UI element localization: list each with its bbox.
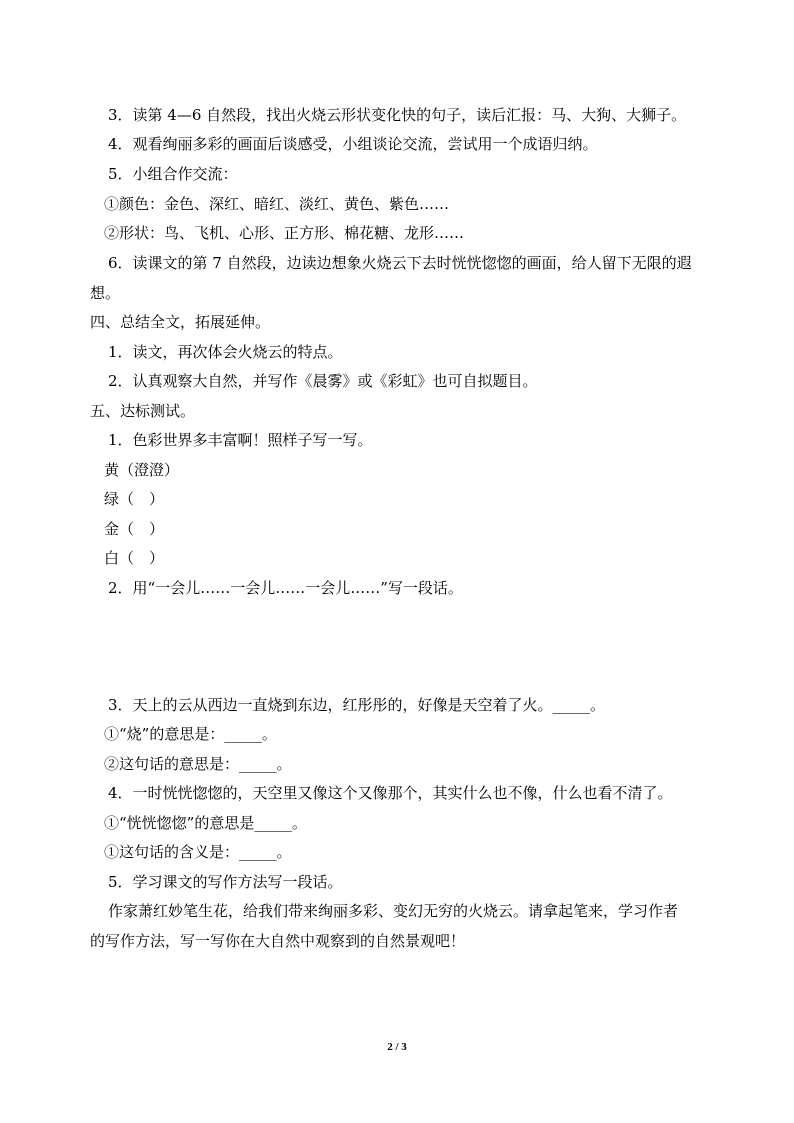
text-line: ①“烧”的意思是：_____。	[104, 725, 277, 743]
text-line: 黄（澄澄）	[104, 461, 180, 479]
text-line: ②这句话的意思是：_____。	[104, 755, 292, 773]
section-heading: 五、达标测试。	[90, 402, 196, 420]
text-line: 4．观看绚丽多彩的画面后谈感受，小组谈论交流，尝试用一个成语归纳。	[108, 135, 598, 153]
text-line: ①颜色：金色、深红、暗红、淡红、黄色、紫色……	[104, 195, 450, 213]
text-line: 2．用“一会儿……一会儿……一会儿……”写一段话。	[108, 579, 463, 597]
text-line: 绿（ ）	[104, 490, 165, 508]
text-line: 金（ ）	[104, 520, 165, 538]
text-line: ①这句话的含义是：_____。	[104, 843, 292, 861]
text-line: 想。	[90, 284, 121, 302]
text-line: 白（ ）	[104, 549, 165, 567]
text-line: 1．色彩世界多丰富啊！照样子写一写。	[108, 431, 373, 449]
text-line: 4．一时恍恍惚惚的，天空里又像这个又像那个，其实什么也不像，什么也看不清了。	[108, 784, 673, 802]
text-line: 作家萧红妙笔生花，给我们带来绚丽多彩、变幻无穷的火烧云。请拿起笔来，学习作者	[108, 902, 679, 920]
page-number: 2 / 3	[387, 1041, 407, 1053]
text-line: 5．小组合作交流：	[108, 165, 238, 183]
text-line: 5．学习课文的写作方法写一段话。	[108, 873, 343, 891]
section-heading: 四、总结全文，拓展延伸。	[90, 313, 271, 331]
text-line: 2．认真观察大自然，并写作《晨雾》或《彩虹》也可自拟题目。	[108, 372, 538, 390]
text-line: 6．读课文的第 7 自然段，边读边想象火烧云下去时恍恍惚惚的画面，给人留下无限的遐	[108, 254, 692, 272]
text-line: ①“恍恍惚惚”的意思是_____。	[104, 814, 307, 832]
text-line: 3．天上的云从西边一直烧到东边，红彤彤的，好像是天空着了火。_____。	[108, 696, 606, 714]
text-line: 的写作方法，写一写你在大自然中观察到的自然景观吧！	[90, 932, 466, 950]
text-line: 1．读文，再次体会火烧云的特点。	[108, 343, 343, 361]
text-line: 3．读第 4—6 自然段，找出火烧云形状变化快的句子，读后汇报：马、大狗、大狮子。	[108, 106, 687, 124]
text-line: ②形状：鸟、飞机、心形、正方形、棉花糖、龙形……	[104, 224, 465, 242]
